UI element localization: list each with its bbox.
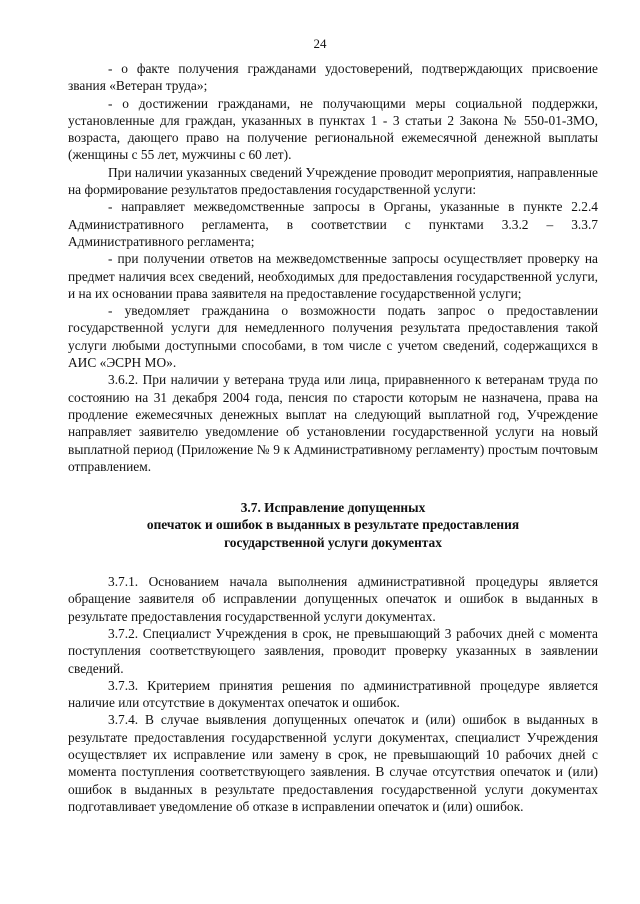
paragraph: - направляет межведомственные запросы в Органы, указанные в пункте 2.2.4 Административного регламента, в соответствии с пунктами 3.3.2 – 3.3.7 Административного регламента;: [68, 199, 598, 249]
paragraph: 3.6.2. При наличии у ветерана труда или лица, приравненного к ветеранам труда по состоянию на 31 декабря 2004 года, пенсия по старости которым не назначена, права на продление ежемесячных денежных выплат на следующий выплатной год, Учреждение направляет заявителю уведомление об установлении государственной услуги на новый выплатной период (Приложение № 9 к Административному регламенту) простым почтовым отправлением.: [68, 372, 598, 474]
section-heading-line: 3.7. Исправление допущенных: [240, 500, 426, 516]
paragraph: 3.7.4. В случае выявления допущенных опечаток и (или) ошибок в выданных в результате предоставления государственной услуги документах, специалист Учреждения осуществляет их исправление или замену в срок, не превышающий 10 рабочих дней с момента поступления соответствующего заявления. В случае отсутствия опечаток и (или) ошибок в выданных в результате предоставления государственной услуги документах подготавливает уведомление об отказе в исправлении опечаток и (или) ошибок.: [68, 712, 598, 814]
paragraph: - при получении ответов на межведомственные запросы осуществляет проверку на предмет наличия всех сведений, необходимых для предоставления государственной услуги, и на их основании права заявителя на предоставление государственной услуги;: [68, 251, 598, 301]
paragraph: При наличии указанных сведений Учреждение проводит мероприятия, направленные на формирование результатов предоставления государственной услуги:: [68, 164, 598, 198]
paragraph: 3.7.3. Критерием принятия решения по административной процедуре является наличие или отсутствие в документах опечаток и ошибок.: [68, 677, 598, 711]
page-number: 24: [313, 36, 327, 51]
paragraph: 3.7.2. Специалист Учреждения в срок, не превышающий 3 рабочих дней с момента поступления соответствующего заявления, проводит проверку указанных в заявлении сведений.: [68, 625, 598, 676]
section-heading: [68, 499, 598, 551]
section-heading-line: опечаток и ошибок в выданных в результате предоставления: [146, 517, 520, 533]
paragraph: - о достижении гражданами, не получающими меры социальной поддержки, установленные для граждан, указанных в пунктах 1 - 3 статьи 2 Закона № 550-01-ЗМО, возраста, дающего право на получение региональной ежемесячной денежной выплаты (женщины с 55 лет, мужчины с 60 лет).: [68, 95, 598, 163]
section-heading-line: государственной услуги документах: [224, 534, 442, 550]
paragraph: - о факте получения гражданами удостоверений, подтверждающих присвоение звания «Ветеран труда»;: [68, 61, 598, 94]
document-body: [68, 60, 598, 815]
paragraph: 3.7.1. Основанием начала выполнения административной процедуры является обращение заявителя об исправлении допущенных опечаток и ошибок в выданных в результате предоставления государственной услуги документах.: [68, 574, 598, 624]
paragraph: - уведомляет гражданина о возможности подать запрос о предоставлении государственной услуги для немедленного получения результата предоставления такой услуги любыми доступными способами, в том числе с учетом сведений, содержащихся в АИС «ЭСРН МО».: [68, 303, 598, 371]
